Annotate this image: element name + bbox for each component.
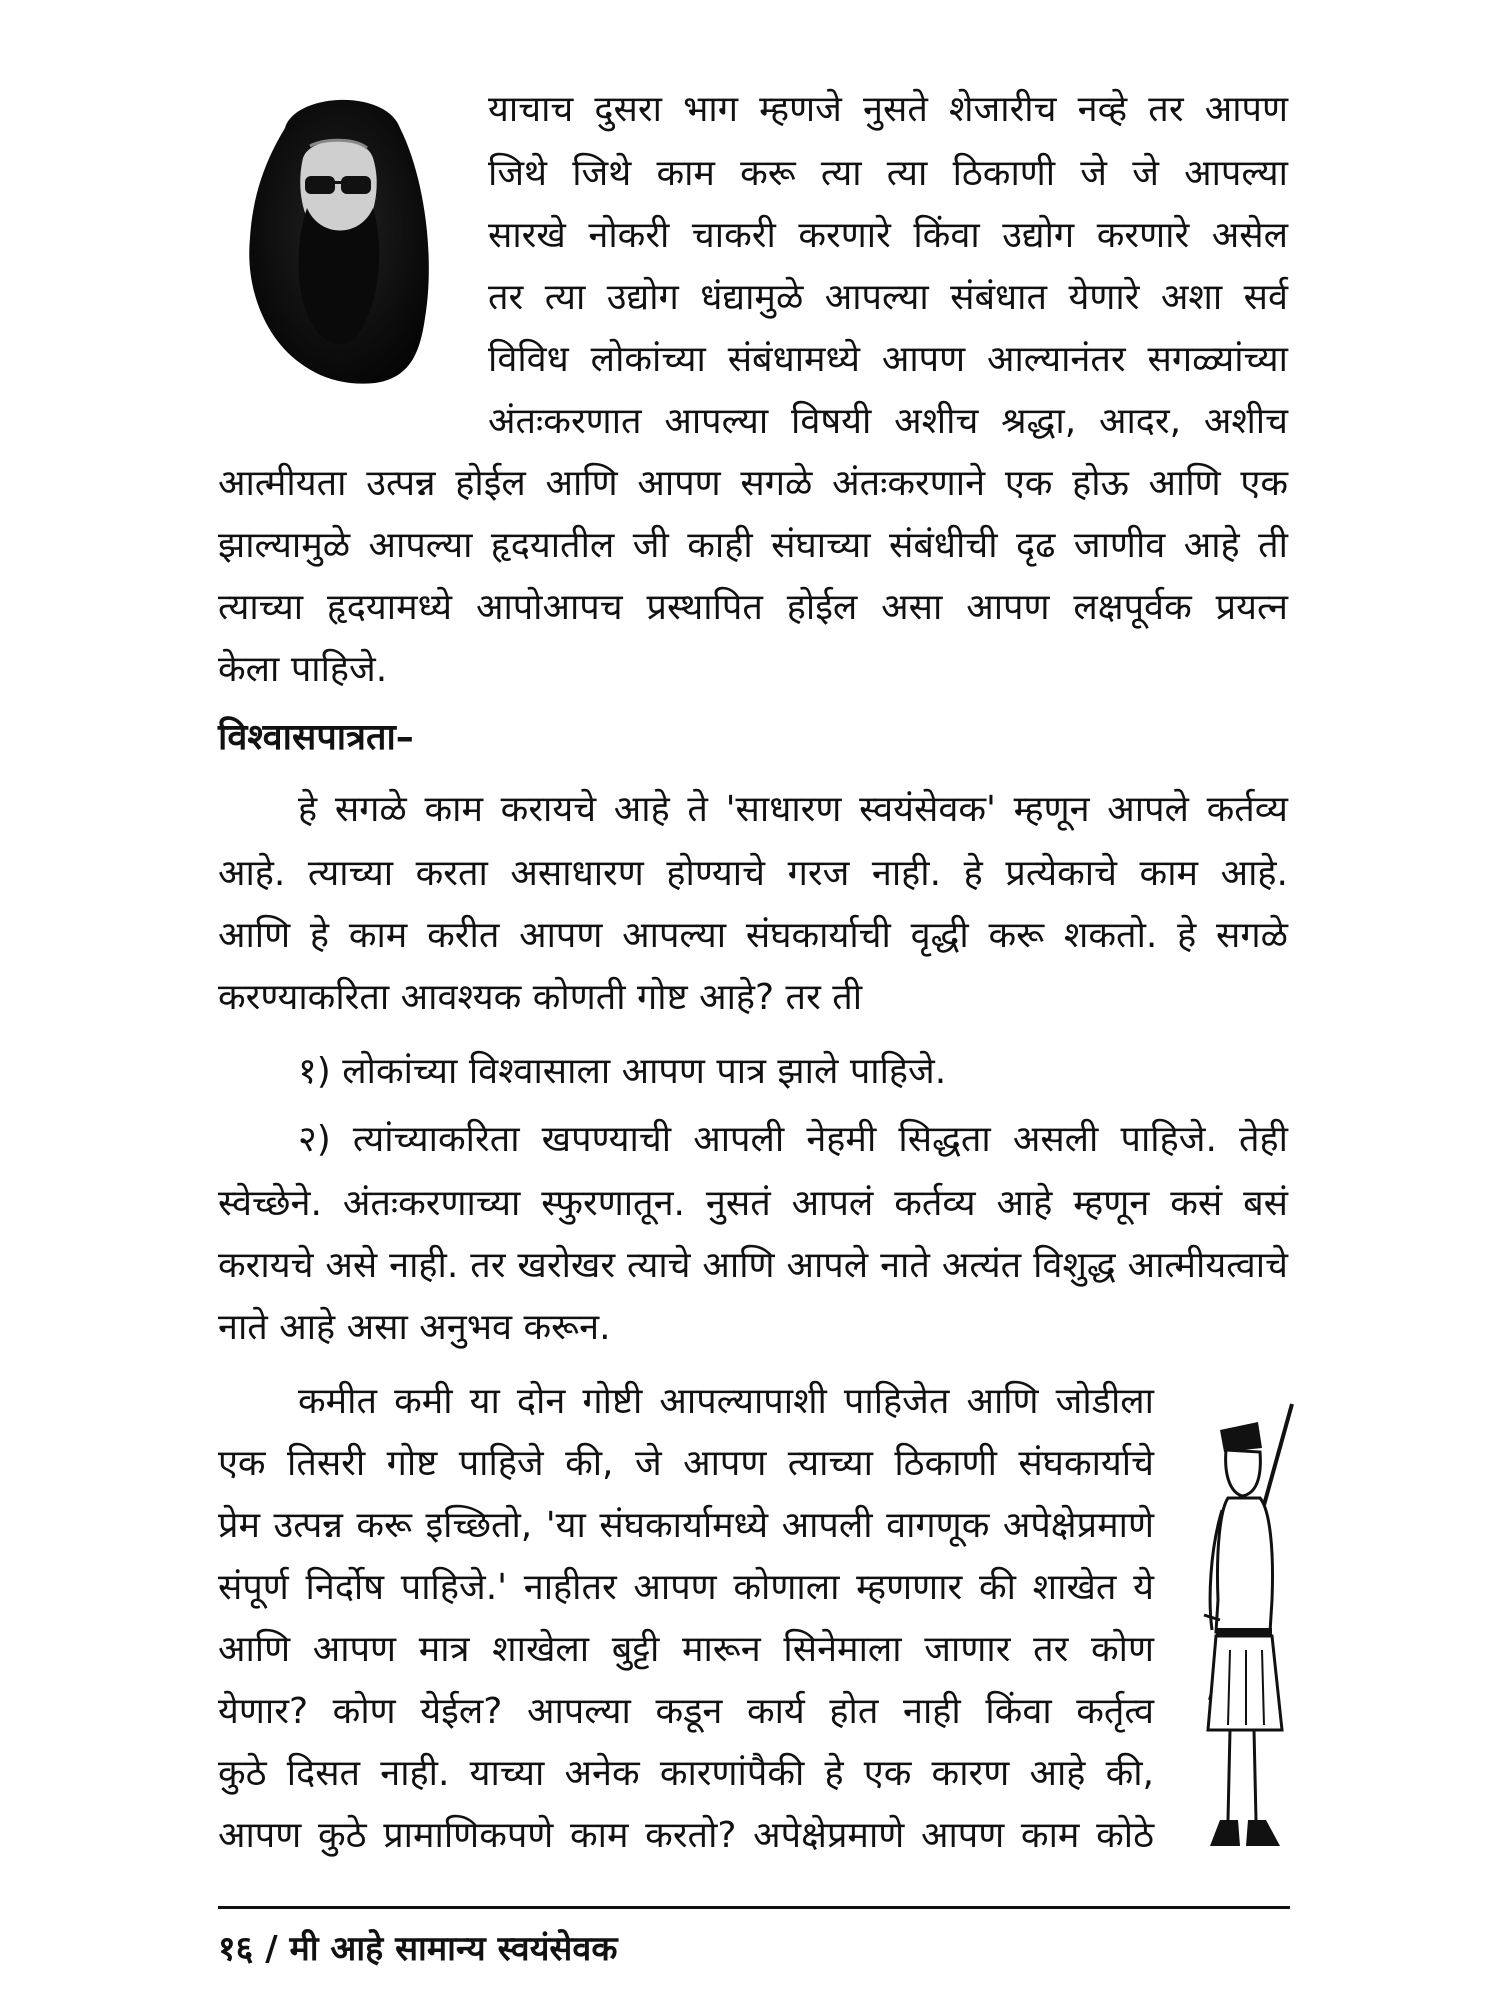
- text-line: प्रेम उत्पन्न करू इच्छितो, 'या संघकार्यामध्ये आपली वागणूक अपेक्षेप्रमाणे: [218, 1505, 1154, 1546]
- text-line: अंतःकरणात आपल्या विषयी अशीच श्रद्धा, आदर, अशीच: [488, 401, 1288, 442]
- text-line: येणार? कोण येईल? आपल्या कडून कार्य होत नाही किंवा कर्तृत्व: [218, 1691, 1154, 1732]
- text-line: याचाच दुसरा भाग म्हणजे नुसते शेजारीच नव्हे तर आपण: [488, 89, 1288, 130]
- list-item: २) त्यांच्याकरिता खपण्याची आपली नेहमी सिद्धता असली पाहिजे. तेही: [298, 1119, 1288, 1160]
- text-line: केला पाहिजे.: [218, 649, 388, 690]
- text-line: कुठे दिसत नाही. याच्या अनेक कारणांपैकी हे एक कारण आहे की,: [218, 1753, 1154, 1794]
- footer-rule: [218, 1906, 1290, 1909]
- text-line: आत्मीयता उत्पन्न होईल आणि आपण सगळे अंतःकरणाने एक होऊ आणि एक: [218, 463, 1288, 504]
- text-line: करायचे असे नाही. तर खरोखर त्याचे आणि आपले नाते अत्यंत विशुद्ध आत्मीयत्वाचे: [218, 1245, 1288, 1286]
- portrait-image: [225, 88, 445, 388]
- text-line: संपूर्ण निर्दोष पाहिजे.' नाहीतर आपण कोणाला म्हणणार की शाखेत ये: [218, 1567, 1154, 1608]
- text-line: आणि आपण मात्र शाखेला बुट्टी मारून सिनेमाला जाणार तर कोण: [218, 1629, 1154, 1670]
- volunteer-figure-image: [1180, 1400, 1310, 1860]
- text-line: त्याच्या हृदयामध्ये आपोआपच प्रस्थापित होईल असा आपण लक्षपूर्वक प्रयत्न: [218, 587, 1288, 628]
- text-line: तर त्या उद्योग धंद्यामुळे आपल्या संबंधात येणारे अशा सर्व: [488, 277, 1288, 318]
- text-line: आहे. त्याच्या करता असाधारण होण्याचे गरज नाही. हे प्रत्येकाचे काम आहे.: [218, 853, 1288, 894]
- text-line: स्वेच्छेने. अंतःकरणाच्या स्फुरणातून. नुसतं आपलं कर्तव्य आहे म्हणून कसं बसं: [218, 1183, 1288, 1224]
- text-line: करण्याकरिता आवश्यक कोणती गोष्ट आहे? तर ती: [218, 977, 863, 1018]
- list-item: १) लोकांच्या विश्वासाला आपण पात्र झाले पाहिजे.: [298, 1051, 947, 1092]
- text-line: विविध लोकांच्या संबंधामध्ये आपण आल्यानंतर सगळ्यांच्या: [488, 339, 1288, 380]
- text-line: आपण कुठे प्रामाणिकपणे काम करतो? अपेक्षेप्रमाणे आपण काम कोठे: [218, 1815, 1154, 1856]
- text-line: कमीत कमी या दोन गोष्टी आपल्यापाशी पाहिजेत आणि जोडीला: [298, 1381, 1154, 1422]
- text-line: झाल्यामुळे आपल्या हृदयातील जी काही संघाच्या संबंधीची दृढ जाणीव आहे ती: [218, 525, 1288, 566]
- section-heading: विश्वासपात्रता–: [218, 717, 414, 758]
- text-line: जिथे जिथे काम करू त्या त्या ठिकाणी जे जे आपल्या: [488, 153, 1288, 194]
- text-line: हे सगळे काम करायचे आहे ते 'साधारण स्वयंसेवक' म्हणून आपले कर्तव्य: [298, 789, 1288, 830]
- text-line: सारखे नोकरी चाकरी करणारे किंवा उद्योग करणारे असेल: [488, 215, 1288, 256]
- text-line: आणि हे काम करीत आपण आपल्या संघकार्याची वृद्धी करू शकतो. हे सगळे: [218, 915, 1288, 956]
- page-footer: १६ / मी आहे सामान्य स्वयंसेवक: [218, 1929, 618, 1969]
- text-line: एक तिसरी गोष्ट पाहिजे की, जे आपण त्याच्या ठिकाणी संघकार्याचे: [218, 1443, 1154, 1484]
- text-line: नाते आहे असा अनुभव करून.: [218, 1307, 611, 1348]
